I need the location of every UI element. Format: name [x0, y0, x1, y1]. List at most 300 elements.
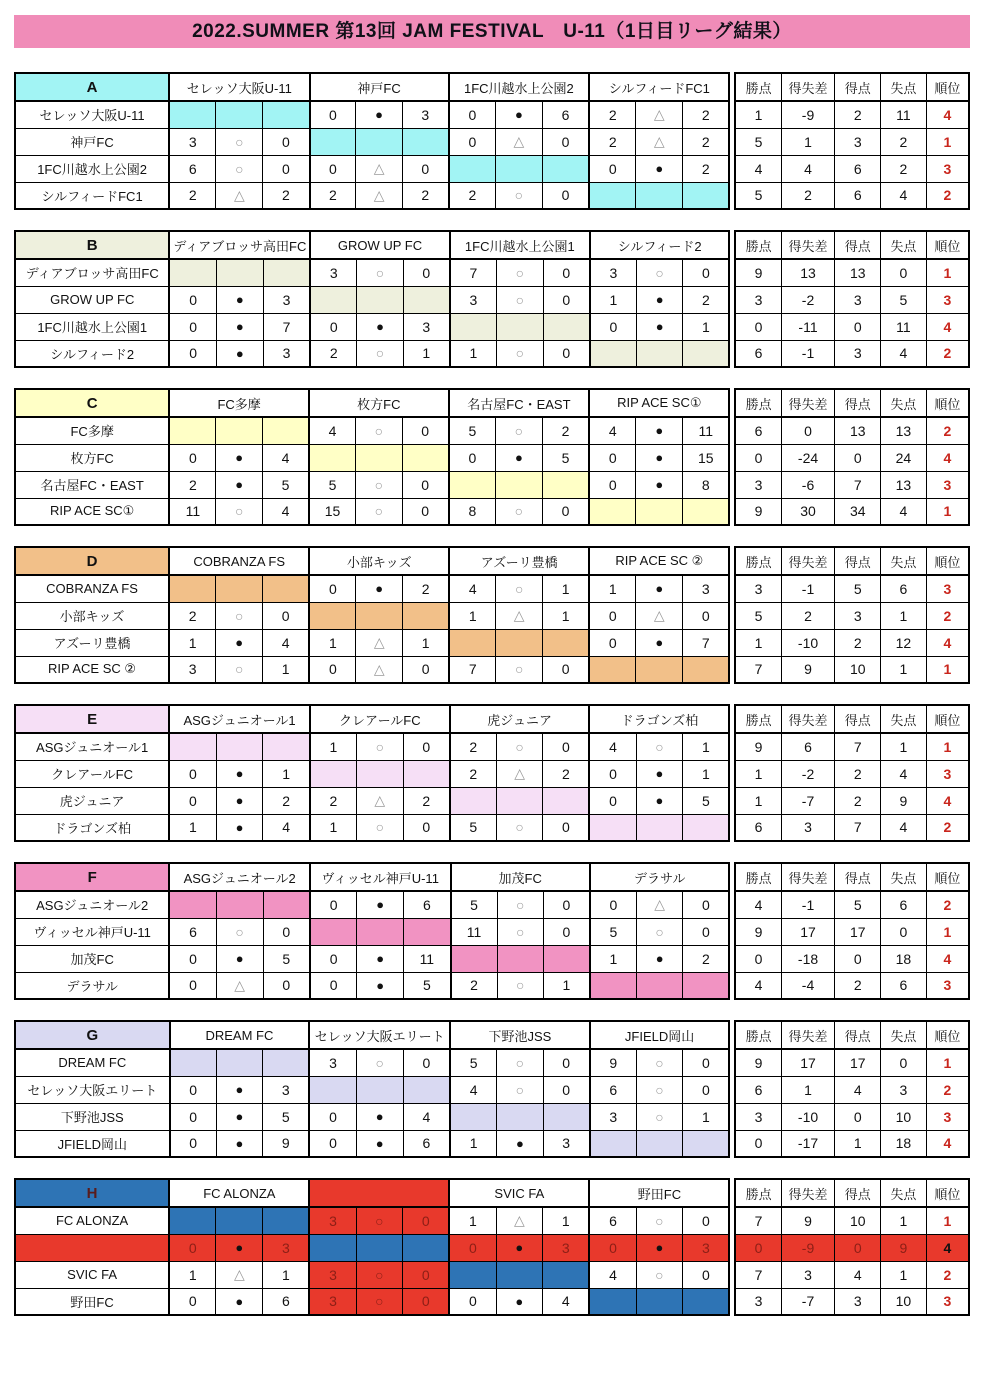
match-header-row: [15, 389, 729, 417]
stat-cell: 9: [881, 787, 927, 814]
stat-cell: 6: [881, 575, 927, 602]
stat-cell: 3: [735, 575, 781, 602]
stat-cell: -9: [781, 101, 835, 128]
diagonal-cell: [310, 760, 357, 787]
match-row: [15, 128, 729, 155]
stat-cell: -6: [781, 471, 835, 498]
rank-cell: 4: [926, 313, 969, 340]
group-A-block: [14, 72, 970, 210]
diagonal-cell: [636, 1130, 683, 1157]
score-cell: 3: [683, 575, 730, 602]
result-symbol-cell: ○: [216, 918, 263, 945]
stat-cell: 0: [835, 945, 881, 972]
diagonal-cell: [636, 814, 683, 841]
rank-cell: 3: [926, 575, 969, 602]
team-col-header: GROW UP FC: [310, 231, 449, 259]
score-cell: 3: [169, 656, 216, 683]
diagonal-cell: [497, 1103, 544, 1130]
rank-cell: 3: [926, 760, 969, 787]
diagonal-cell: [543, 1261, 590, 1288]
rank-cell: 3: [926, 1103, 969, 1130]
stat-cell: 3: [781, 1261, 835, 1288]
result-symbol-cell: ○: [636, 733, 683, 760]
stat-cell: 11: [881, 313, 927, 340]
stat-cell: 2: [835, 787, 881, 814]
stat-cell: 34: [835, 498, 881, 525]
rank-cell: 2: [926, 1261, 969, 1288]
result-symbol-cell: ●: [356, 1130, 403, 1157]
score-cell: 1: [310, 814, 357, 841]
score-cell: 0: [543, 918, 589, 945]
result-symbol-cell: ●: [216, 471, 263, 498]
score-cell: 0: [310, 972, 357, 999]
score-cell: 4: [589, 1261, 636, 1288]
score-cell: 3: [263, 340, 310, 367]
match-row: [15, 972, 729, 999]
result-symbol-cell: ○: [496, 656, 543, 683]
team-col-header: ASGジュニオール2: [169, 863, 310, 891]
score-cell: 5: [450, 814, 497, 841]
team-name-cell: DREAM FC: [15, 1049, 170, 1076]
stat-header-cell: 得失差: [781, 705, 835, 733]
result-symbol-cell: ●: [636, 286, 682, 313]
score-cell: 0: [402, 498, 449, 525]
stat-cell: 1: [881, 1207, 927, 1234]
stat-cell: 10: [835, 1207, 881, 1234]
diagonal-cell: [356, 444, 403, 471]
groups-container: [14, 72, 970, 1316]
score-cell: 3: [403, 313, 450, 340]
score-cell: 2: [543, 760, 590, 787]
team-name-cell: ASGジュニオール1: [15, 733, 169, 760]
score-cell: 4: [263, 629, 310, 656]
result-symbol-cell: ○: [356, 1261, 403, 1288]
score-cell: 2: [403, 787, 450, 814]
group-C-stats-table: [734, 388, 970, 526]
team-col-header: 虎ジュニア: [450, 705, 590, 733]
stat-cell: 1: [781, 1076, 835, 1103]
stat-header-cell: 得点: [835, 389, 881, 417]
stat-cell: -7: [781, 787, 835, 814]
team-col-header: RIP ACE SC①: [589, 389, 729, 417]
result-symbol-cell: ●: [216, 787, 263, 814]
result-symbol-cell: ○: [636, 1076, 683, 1103]
score-cell: 5: [451, 891, 498, 918]
team-name-cell: ディアブロッサ高田FC: [15, 259, 169, 286]
rank-cell: 2: [926, 891, 969, 918]
stats-row: [735, 259, 969, 286]
match-row: [15, 498, 729, 525]
score-cell: 0: [169, 945, 216, 972]
score-cell: 4: [309, 417, 356, 444]
result-symbol-cell: ●: [636, 787, 683, 814]
diagonal-cell: [589, 498, 636, 525]
match-row: [15, 575, 729, 602]
result-symbol-cell: ○: [216, 498, 263, 525]
group-D-letter: D: [15, 547, 169, 575]
stat-cell: 6: [881, 891, 927, 918]
score-cell: 0: [589, 471, 636, 498]
score-cell: 0: [403, 733, 450, 760]
score-cell: 6: [589, 1207, 636, 1234]
score-cell: 2: [310, 182, 356, 209]
stat-cell: 6: [735, 814, 781, 841]
score-cell: 7: [449, 656, 496, 683]
stats-row: [735, 814, 969, 841]
score-cell: 4: [262, 444, 309, 471]
result-symbol-cell: ○: [636, 1049, 683, 1076]
match-header-row: [15, 863, 729, 891]
team-col-header: [309, 1179, 449, 1207]
result-symbol-cell: △: [636, 128, 683, 155]
stat-cell: -2: [781, 760, 835, 787]
stat-cell: 0: [835, 1234, 881, 1261]
diagonal-cell: [496, 155, 543, 182]
score-cell: 0: [169, 787, 216, 814]
group-A-stats-table: [734, 72, 970, 210]
match-row: [15, 760, 729, 787]
score-cell: 6: [169, 918, 216, 945]
stats-row: [735, 972, 969, 999]
result-symbol-cell: ○: [356, 417, 403, 444]
result-symbol-cell: ●: [636, 155, 683, 182]
score-cell: 2: [451, 972, 498, 999]
rank-cell: 2: [926, 814, 969, 841]
diagonal-cell: [263, 259, 310, 286]
match-row: [15, 1049, 729, 1076]
diagonal-cell: [590, 340, 636, 367]
team-col-header: デラサル: [590, 863, 730, 891]
score-cell: 1: [590, 286, 636, 313]
diagonal-cell: [543, 1103, 590, 1130]
team-name-cell: 1FC川越水上公園2: [15, 155, 169, 182]
match-row: [15, 945, 729, 972]
score-cell: 0: [402, 471, 449, 498]
team-name-cell: 虎ジュニア: [15, 787, 169, 814]
result-symbol-cell: ○: [357, 340, 404, 367]
result-symbol-cell: ●: [636, 471, 683, 498]
stat-cell: 1: [881, 733, 927, 760]
team-col-header: JFIELD岡山: [590, 1021, 730, 1049]
result-symbol-cell: ○: [356, 1049, 403, 1076]
score-cell: 0: [542, 182, 589, 209]
score-cell: 1: [543, 602, 590, 629]
stat-header-cell: 失点: [881, 73, 927, 101]
score-cell: 0: [449, 128, 496, 155]
diagonal-cell: [169, 101, 216, 128]
result-symbol-cell: ○: [496, 733, 543, 760]
diagonal-cell: [496, 313, 543, 340]
stat-cell: 9: [881, 1234, 927, 1261]
diagonal-cell: [451, 945, 498, 972]
score-cell: 3: [590, 1103, 637, 1130]
team-name-cell: SVIC FA: [15, 1261, 169, 1288]
score-cell: 9: [590, 1049, 637, 1076]
team-name-cell: アズーリ豊橋: [15, 629, 169, 656]
stat-cell: 6: [735, 340, 781, 367]
score-cell: 5: [262, 471, 309, 498]
team-name-cell: 野田FC: [15, 1288, 169, 1315]
score-cell: 0: [310, 891, 357, 918]
match-row: [15, 918, 729, 945]
score-cell: 0: [543, 286, 590, 313]
rank-cell: 4: [926, 945, 969, 972]
score-cell: 15: [683, 444, 730, 471]
group-G-letter: G: [15, 1021, 170, 1049]
stat-cell: 4: [781, 155, 835, 182]
score-cell: 4: [262, 498, 309, 525]
score-cell: 3: [309, 1261, 356, 1288]
diagonal-cell: [263, 891, 310, 918]
score-cell: 0: [683, 891, 730, 918]
diagonal-cell: [309, 602, 356, 629]
score-cell: 1: [683, 313, 730, 340]
diagonal-cell: [169, 891, 216, 918]
team-col-header: シルフィード2: [590, 231, 730, 259]
team-name-cell: FC ALONZA: [15, 1207, 169, 1234]
result-symbol-cell: ○: [636, 918, 683, 945]
match-row: [15, 182, 729, 209]
team-name-cell: セレッソ大阪U-11: [15, 101, 169, 128]
score-cell: 2: [449, 182, 496, 209]
result-symbol-cell: ○: [496, 182, 543, 209]
stats-row: [735, 1234, 969, 1261]
stat-header-cell: 得失差: [781, 73, 835, 101]
group-F-stats-table: [734, 862, 970, 1000]
stat-cell: 0: [735, 444, 781, 471]
score-cell: 6: [169, 155, 216, 182]
result-symbol-cell: ●: [496, 101, 543, 128]
stat-cell: 0: [835, 313, 881, 340]
stat-cell: 0: [881, 259, 927, 286]
score-cell: 3: [309, 1288, 356, 1315]
score-cell: 0: [403, 1049, 450, 1076]
stat-header-cell: 勝点: [735, 547, 781, 575]
result-symbol-cell: ○: [216, 656, 263, 683]
result-symbol-cell: ●: [216, 313, 263, 340]
stats-header-row: [735, 389, 969, 417]
stat-cell: 1: [835, 1130, 881, 1157]
stat-header-cell: 失点: [881, 389, 927, 417]
rank-cell: 1: [926, 656, 969, 683]
score-cell: 0: [169, 313, 216, 340]
stat-cell: 1: [881, 602, 927, 629]
diagonal-cell: [402, 444, 449, 471]
stat-cell: 0: [881, 918, 927, 945]
score-cell: 0: [683, 259, 730, 286]
group-C-letter: C: [15, 389, 169, 417]
score-cell: 15: [309, 498, 356, 525]
score-cell: 0: [589, 602, 636, 629]
stats-row: [735, 760, 969, 787]
stat-cell: 1: [781, 128, 835, 155]
diagonal-cell: [589, 656, 636, 683]
score-cell: 3: [263, 1076, 310, 1103]
score-cell: 1: [449, 602, 496, 629]
stats-row: [735, 128, 969, 155]
score-cell: 1: [169, 814, 216, 841]
stat-header-cell: 勝点: [735, 73, 781, 101]
score-cell: 2: [169, 471, 216, 498]
stat-header-cell: 順位: [926, 389, 969, 417]
rank-cell: 4: [926, 444, 969, 471]
score-cell: 0: [590, 313, 636, 340]
group-E-match-table: [14, 704, 730, 842]
team-col-header: RIP ACE SC ②: [589, 547, 729, 575]
team-col-header: 野田FC: [589, 1179, 729, 1207]
stat-cell: 13: [835, 259, 881, 286]
score-cell: 1: [450, 1130, 497, 1157]
score-cell: 2: [263, 182, 310, 209]
stat-header-cell: 勝点: [735, 1179, 781, 1207]
stat-header-cell: 失点: [881, 231, 927, 259]
score-cell: 11: [169, 498, 216, 525]
diagonal-cell: [403, 1234, 450, 1261]
diagonal-cell: [496, 471, 543, 498]
diagonal-cell: [404, 918, 451, 945]
stat-cell: 10: [881, 1288, 927, 1315]
score-cell: 4: [450, 1076, 497, 1103]
stat-cell: 9: [735, 498, 781, 525]
score-cell: 0: [309, 1103, 356, 1130]
diagonal-cell: [402, 128, 448, 155]
score-cell: 8: [449, 498, 496, 525]
stat-cell: -1: [781, 575, 835, 602]
team-name-cell: 小部キッズ: [15, 602, 169, 629]
score-cell: 0: [309, 656, 356, 683]
stat-cell: 9: [735, 918, 781, 945]
stat-cell: 7: [835, 814, 881, 841]
score-cell: 0: [683, 1207, 730, 1234]
score-cell: 0: [169, 286, 216, 313]
rank-cell: 2: [926, 417, 969, 444]
score-cell: 0: [310, 313, 356, 340]
diagonal-cell: [542, 471, 589, 498]
diagonal-cell: [356, 128, 402, 155]
stat-header-cell: 失点: [881, 1021, 927, 1049]
team-col-header: アズーリ豊橋: [449, 547, 589, 575]
score-cell: 1: [589, 575, 636, 602]
stat-cell: 3: [735, 471, 781, 498]
result-symbol-cell: ○: [636, 1103, 683, 1130]
score-cell: 5: [404, 972, 451, 999]
diagonal-cell: [263, 1207, 310, 1234]
match-row: [15, 1207, 729, 1234]
score-cell: 0: [263, 155, 310, 182]
stat-cell: 4: [881, 498, 927, 525]
group-G-match-table: [14, 1020, 730, 1158]
score-cell: 0: [263, 918, 310, 945]
score-cell: 7: [683, 629, 730, 656]
match-row: [15, 417, 729, 444]
result-symbol-cell: ○: [496, 259, 543, 286]
stats-row: [735, 656, 969, 683]
score-cell: 6: [590, 1076, 637, 1103]
diagonal-cell: [169, 417, 216, 444]
result-symbol-cell: ○: [497, 1076, 544, 1103]
score-cell: 2: [683, 945, 730, 972]
score-cell: 5: [309, 471, 356, 498]
stat-cell: 7: [735, 1207, 781, 1234]
score-cell: 0: [543, 814, 590, 841]
score-cell: 1: [543, 575, 590, 602]
team-name-cell: ヴィッセル神戸U-11: [15, 918, 169, 945]
group-F-letter: F: [15, 863, 169, 891]
stat-cell: 0: [881, 1049, 927, 1076]
diagonal-cell: [357, 286, 404, 313]
diagonal-cell: [636, 656, 683, 683]
stats-row: [735, 286, 969, 313]
stat-cell: 4: [735, 891, 781, 918]
diagonal-cell: [356, 760, 403, 787]
diagonal-cell: [356, 602, 403, 629]
team-col-header: ドラゴンズ柏: [589, 705, 729, 733]
score-cell: 1: [169, 629, 216, 656]
diagonal-cell: [683, 814, 730, 841]
result-symbol-cell: △: [356, 155, 402, 182]
score-cell: 2: [589, 101, 636, 128]
result-symbol-cell: ●: [216, 286, 263, 313]
result-symbol-cell: ○: [636, 259, 682, 286]
diagonal-cell: [450, 787, 497, 814]
score-cell: 0: [683, 602, 730, 629]
stat-cell: 1: [881, 1261, 927, 1288]
score-cell: 1: [449, 1207, 496, 1234]
result-symbol-cell: ●: [216, 1288, 263, 1315]
stat-cell: 7: [835, 733, 881, 760]
stat-header-cell: 得点: [835, 231, 881, 259]
score-cell: 0: [403, 1288, 450, 1315]
stat-cell: 9: [735, 259, 781, 286]
team-col-header: 枚方FC: [309, 389, 449, 417]
stat-cell: 2: [781, 182, 835, 209]
result-symbol-cell: ●: [216, 340, 263, 367]
score-cell: 3: [402, 101, 448, 128]
score-cell: 0: [309, 1130, 356, 1157]
result-symbol-cell: ○: [636, 1207, 683, 1234]
rank-cell: 1: [926, 1207, 969, 1234]
team-name-cell: FC多摩: [15, 417, 169, 444]
diagonal-cell: [403, 1076, 450, 1103]
stat-cell: 13: [881, 471, 927, 498]
group-A-match-table: [14, 72, 730, 210]
score-cell: 2: [169, 182, 216, 209]
stat-cell: -2: [781, 286, 835, 313]
score-cell: 0: [543, 733, 590, 760]
group-H-letter: H: [15, 1179, 169, 1207]
diagonal-cell: [543, 945, 589, 972]
stat-cell: 2: [881, 128, 927, 155]
team-col-header: DREAM FC: [170, 1021, 310, 1049]
score-cell: 3: [263, 286, 310, 313]
stat-cell: 4: [735, 155, 781, 182]
stat-cell: 6: [835, 182, 881, 209]
result-symbol-cell: ●: [496, 1234, 543, 1261]
stats-header-row: [735, 1021, 969, 1049]
stat-header-cell: 勝点: [735, 389, 781, 417]
score-cell: 0: [169, 1288, 216, 1315]
stats-header-row: [735, 705, 969, 733]
score-cell: 4: [449, 575, 496, 602]
diagonal-cell: [169, 1207, 216, 1234]
rank-cell: 3: [926, 286, 969, 313]
stat-cell: -17: [781, 1130, 835, 1157]
diagonal-cell: [310, 918, 357, 945]
result-symbol-cell: ●: [216, 1076, 263, 1103]
group-B-match-table: [14, 230, 730, 368]
stat-cell: -7: [781, 1288, 835, 1315]
result-symbol-cell: ●: [636, 629, 683, 656]
